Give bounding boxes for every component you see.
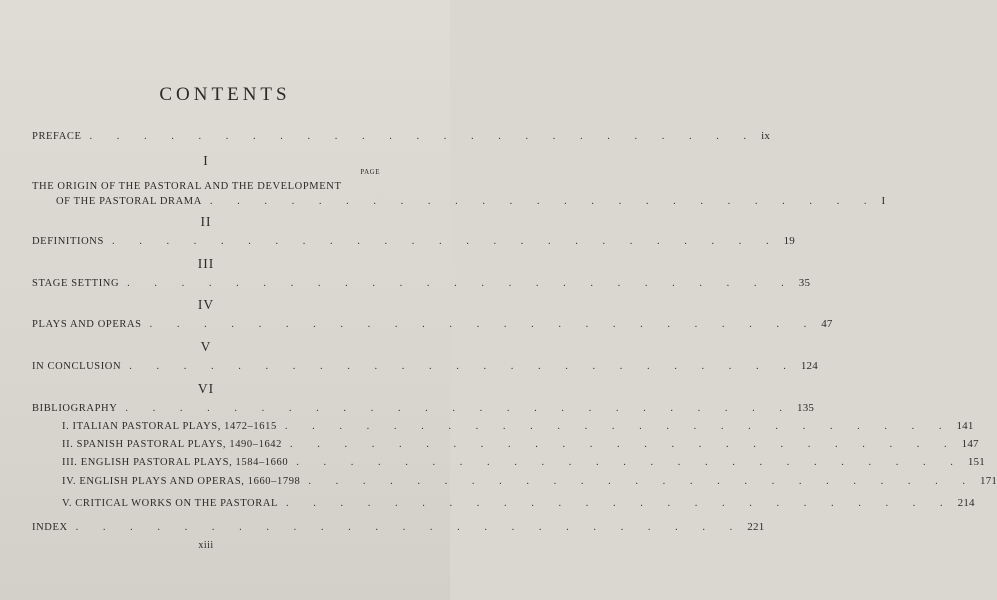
leader-dots: . . . . . . . . . . . . . . . . . . . . . . . . .: [290, 439, 958, 450]
leader-dots: . . . . . . . . . . . . . . . . . . . . . . . . .: [111, 236, 780, 247]
toc-entry-index: [32, 521, 765, 535]
entry-page: 171: [980, 475, 997, 487]
entry-label: I. ITALIAN PASTORAL PLAYS, 1472–1615: [62, 421, 277, 432]
toc-entry-origin-line2: [56, 195, 886, 209]
leader-dots: . . . . . . . . . . . . . . . . . . . . . . . . .: [129, 361, 797, 372]
entry-label: BIBLIOGRAPHY: [32, 403, 118, 414]
toc-entry-origin-line1: THE ORIGIN OF THE PASTORAL AND THE DEVELOPMENT: [32, 181, 342, 192]
entry-page: 19: [783, 235, 795, 247]
section-numeral-1: I: [203, 153, 209, 168]
toc-subentry-english-pastoral: [62, 456, 985, 470]
entry-page: 214: [957, 497, 975, 509]
page-title: CONTENTS: [159, 84, 291, 105]
entry-label: STAGE SETTING: [32, 278, 120, 289]
entry-label: III. ENGLISH PASTORAL PLAYS, 1584–1660: [62, 457, 289, 468]
entry-page: 124: [800, 360, 818, 372]
leader-dots: . . . . . . . . . . . . . . . . . . . . . . . . .: [209, 196, 878, 207]
entry-page: 221: [747, 521, 765, 533]
toc-subentry-critical-works: [62, 497, 975, 511]
entry-label: II. SPANISH PASTORAL PLAYS, 1490–1642: [62, 439, 283, 450]
section-numeral-2: II: [200, 214, 212, 229]
entry-page: 151: [967, 456, 985, 468]
entry-page: 141: [956, 420, 974, 432]
leader-dots: . . . . . . . . . . . . . . . . . . . . . . . . .: [296, 457, 964, 468]
leader-dots: . . . . . . . . . . . . . . . . . . . . . . . . .: [308, 476, 977, 487]
toc-entry-conclusion: [32, 360, 818, 374]
entry-label: IN CONCLUSION: [32, 361, 122, 372]
toc-entry-definitions: [32, 235, 795, 249]
leader-dots: . . . . . . . . . . . . . . . . . . . . . . . . .: [125, 403, 793, 414]
section-numeral-6: VI: [197, 381, 215, 396]
toc-entry-stage-setting: [32, 277, 811, 291]
section-numeral-3: III: [197, 256, 215, 271]
entry-page: 147: [961, 438, 979, 450]
page-column-label: PAGE: [360, 168, 380, 176]
leader-dots: . . . . . . . . . . . . . . . . . . . . . . . . .: [286, 498, 954, 509]
leader-dots: . . . . . . . . . . . . . . . . . . . . . . . . .: [89, 131, 758, 142]
entry-page: ix: [761, 130, 771, 142]
leader-dots: . . . . . . . . . . . . . . . . . . . . . . . . .: [75, 522, 744, 533]
toc-entry-preface: [32, 130, 771, 144]
leader-dots: . . . . . . . . . . . . . . . . . . . . . . . . .: [149, 319, 818, 330]
section-numeral-5: V: [200, 339, 212, 354]
leader-dots: . . . . . . . . . . . . . . . . . . . . . . . . .: [127, 278, 795, 289]
section-numeral-4: IV: [197, 297, 215, 312]
entry-label: PREFACE: [32, 131, 82, 142]
entry-page: 47: [821, 318, 833, 330]
toc-subentry-english-operas: [62, 475, 997, 489]
entry-label: INDEX: [32, 522, 68, 533]
entry-label: V. CRITICAL WORKS ON THE PASTORAL: [62, 498, 279, 509]
entry-page: 35: [798, 277, 811, 289]
toc-subentry-italian: [62, 420, 974, 434]
leader-dots: . . . . . . . . . . . . . . . . . . . . . . . . .: [284, 421, 953, 432]
entry-label: PLAYS AND OPERAS: [32, 319, 142, 330]
entry-label: OF THE PASTORAL DRAMA: [56, 196, 202, 207]
page-number: xiii: [198, 540, 214, 551]
entry-label: DEFINITIONS: [32, 236, 104, 247]
toc-entry-bibliography: [32, 402, 815, 416]
entry-label: IV. ENGLISH PLAYS AND OPERAS, 1660–1798: [62, 476, 301, 487]
toc-entry-plays-operas: [32, 318, 833, 332]
entry-page: I: [881, 195, 886, 207]
toc-subentry-spanish: [62, 438, 979, 452]
entry-page: 135: [797, 402, 815, 414]
